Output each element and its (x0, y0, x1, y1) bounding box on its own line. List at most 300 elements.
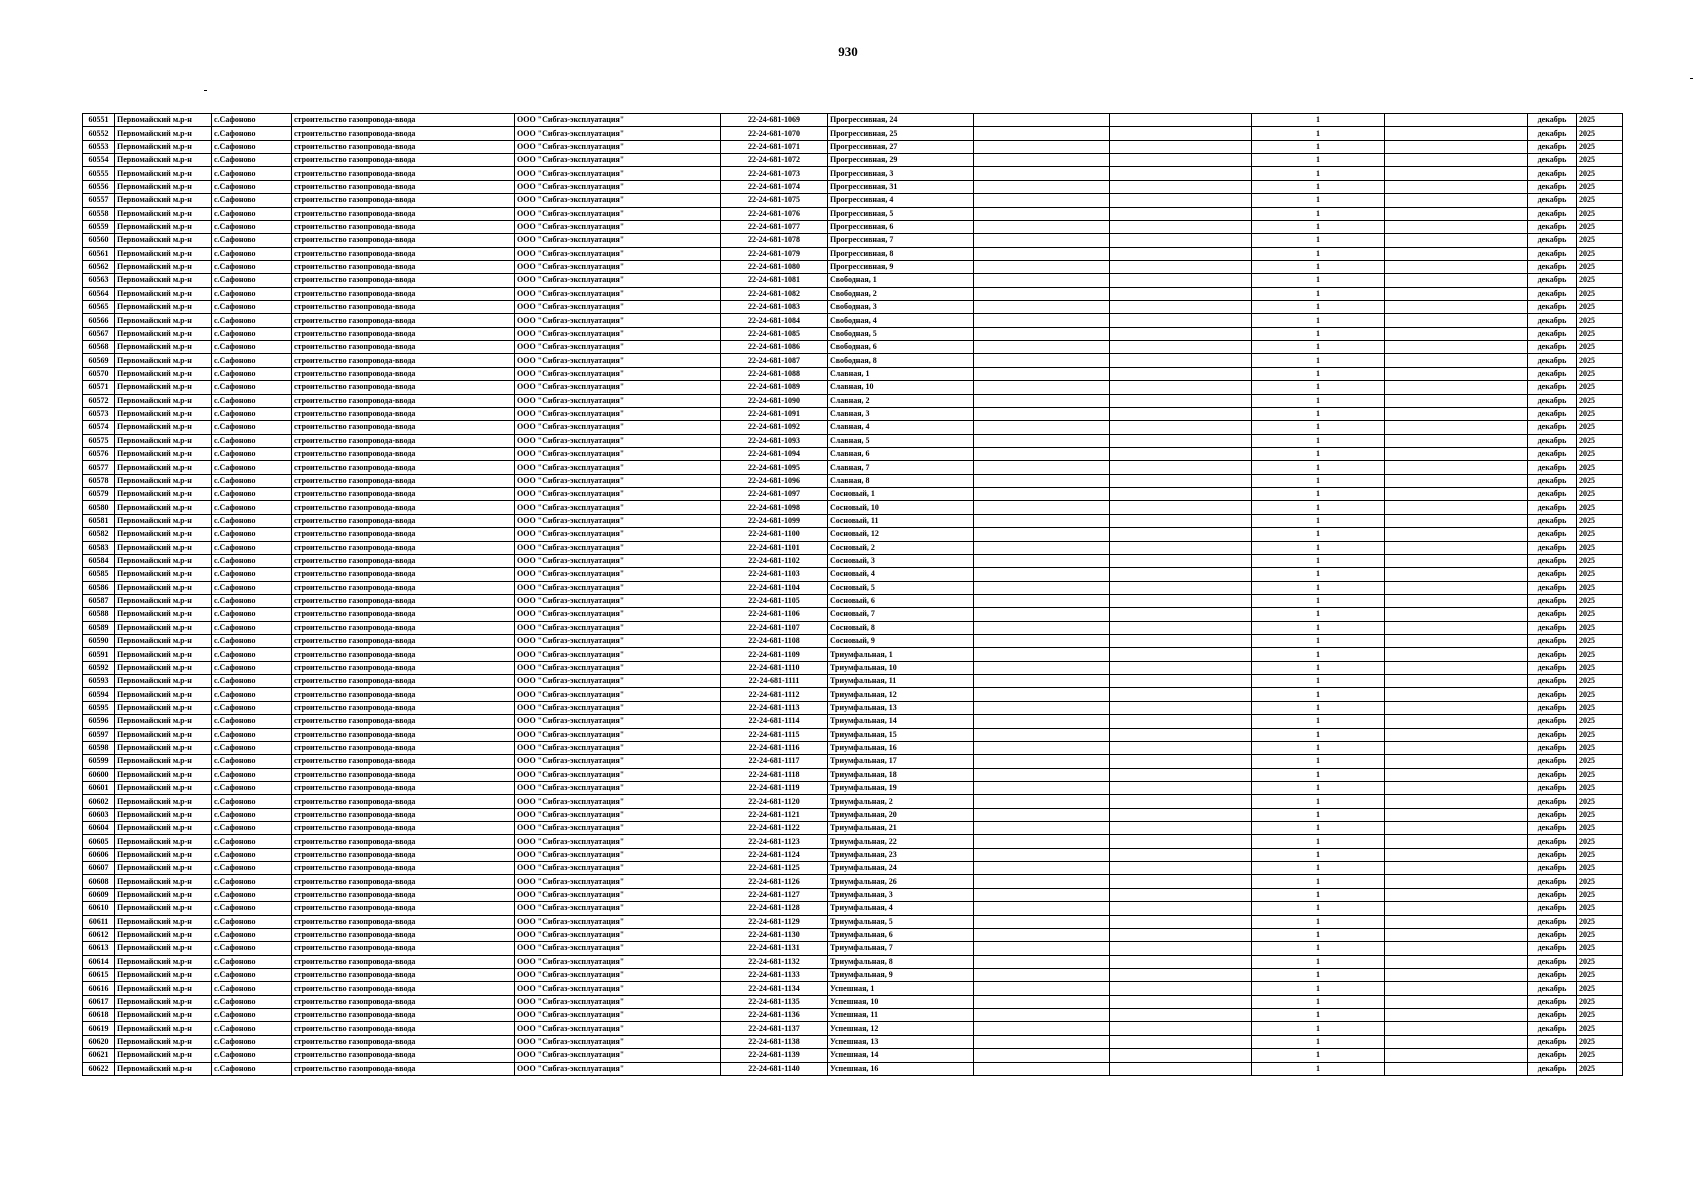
address-cell: Сосновый, 12 (828, 528, 974, 541)
organization-cell: ООО "Сибгаз-эксплуатация" (515, 728, 721, 741)
blank-cell-b (1110, 741, 1252, 754)
code-cell: 22-24-681-1095 (721, 461, 828, 474)
code-cell: 22-24-681-1110 (721, 661, 828, 674)
table-row (83, 114, 1623, 127)
address-cell: Славная, 1 (828, 367, 974, 380)
blank-cell-c (1385, 995, 1528, 1008)
blank-cell-b (1110, 781, 1252, 794)
blank-cell-b (1110, 1009, 1252, 1022)
organization-cell: ООО "Сибгаз-эксплуатация" (515, 768, 721, 781)
address-cell: Славная, 6 (828, 447, 974, 460)
address-cell: Свободная, 2 (828, 287, 974, 300)
blank-cell-a (974, 928, 1110, 941)
blank-cell-b (1110, 581, 1252, 594)
blank-cell-b (1110, 675, 1252, 688)
blank-cell-c (1385, 875, 1528, 888)
month-cell: декабрь (1528, 795, 1577, 808)
blank-cell-a (974, 114, 1110, 127)
blank-cell-c (1385, 1009, 1528, 1022)
blank-cell-a (974, 1035, 1110, 1048)
quantity-cell: 1 (1252, 955, 1385, 968)
month-cell: декабрь (1528, 568, 1577, 581)
blank-cell-a (974, 915, 1110, 928)
quantity-cell: 1 (1252, 314, 1385, 327)
blank-cell-b (1110, 808, 1252, 821)
district-cell: Первомайский м.р-н (115, 594, 212, 607)
month-cell: декабрь (1528, 688, 1577, 701)
blank-cell-a (974, 461, 1110, 474)
district-cell: Первомайский м.р-н (115, 875, 212, 888)
table-row (83, 327, 1623, 340)
blank-cell-c (1385, 808, 1528, 821)
quantity-cell: 1 (1252, 621, 1385, 634)
district-cell: Первомайский м.р-н (115, 928, 212, 941)
organization-cell: ООО "Сибгаз-эксплуатация" (515, 982, 721, 995)
settlement-cell: с.Сафоново (212, 862, 292, 875)
settlement-cell: с.Сафоново (212, 835, 292, 848)
code-cell: 22-24-681-1109 (721, 648, 828, 661)
table-row (83, 942, 1623, 955)
blank-cell-a (974, 154, 1110, 167)
row-number: 60553 (83, 140, 115, 153)
blank-cell-a (974, 995, 1110, 1008)
year-cell: 2025 (1577, 621, 1623, 634)
blank-cell-a (974, 822, 1110, 835)
settlement-cell: с.Сафоново (212, 701, 292, 714)
organization-cell: ООО "Сибгаз-эксплуатация" (515, 274, 721, 287)
settlement-cell: с.Сафоново (212, 234, 292, 247)
row-number: 60596 (83, 715, 115, 728)
row-number: 60563 (83, 274, 115, 287)
blank-cell-a (974, 701, 1110, 714)
table-row (83, 514, 1623, 527)
blank-cell-c (1385, 154, 1528, 167)
district-cell: Первомайский м.р-н (115, 234, 212, 247)
row-number: 60604 (83, 822, 115, 835)
settlement-cell: с.Сафоново (212, 220, 292, 233)
address-cell: Триумфальная, 7 (828, 942, 974, 955)
code-cell: 22-24-681-1113 (721, 701, 828, 714)
blank-cell-a (974, 447, 1110, 460)
address-cell: Сосновый, 5 (828, 581, 974, 594)
year-cell: 2025 (1577, 701, 1623, 714)
blank-cell-a (974, 274, 1110, 287)
quantity-cell: 1 (1252, 755, 1385, 768)
blank-cell-a (974, 488, 1110, 501)
quantity-cell: 1 (1252, 1049, 1385, 1062)
year-cell: 2025 (1577, 488, 1623, 501)
year-cell: 2025 (1577, 808, 1623, 821)
row-number: 60582 (83, 528, 115, 541)
blank-cell-a (974, 327, 1110, 340)
quantity-cell: 1 (1252, 848, 1385, 861)
blank-cell-c (1385, 969, 1528, 982)
year-cell: 2025 (1577, 875, 1623, 888)
blank-cell-c (1385, 848, 1528, 861)
blank-cell-a (974, 741, 1110, 754)
settlement-cell: с.Сафоново (212, 969, 292, 982)
district-cell: Первомайский м.р-н (115, 995, 212, 1008)
district-cell: Первомайский м.р-н (115, 247, 212, 260)
year-cell: 2025 (1577, 741, 1623, 754)
row-number: 60578 (83, 474, 115, 487)
table-row (83, 260, 1623, 273)
work-type-cell: строительство газопровода-ввода (292, 127, 515, 140)
month-cell: декабрь (1528, 1062, 1577, 1075)
blank-cell-c (1385, 554, 1528, 567)
district-cell: Первомайский м.р-н (115, 822, 212, 835)
address-cell: Успешная, 10 (828, 995, 974, 1008)
settlement-cell: с.Сафоново (212, 875, 292, 888)
blank-cell-c (1385, 621, 1528, 634)
work-type-cell: строительство газопровода-ввода (292, 381, 515, 394)
address-cell: Славная, 4 (828, 421, 974, 434)
blank-cell-a (974, 808, 1110, 821)
district-cell: Первомайский м.р-н (115, 314, 212, 327)
table-row (83, 407, 1623, 420)
blank-cell-a (974, 528, 1110, 541)
quantity-cell: 1 (1252, 140, 1385, 153)
row-number: 60575 (83, 434, 115, 447)
month-cell: декабрь (1528, 180, 1577, 193)
table-row (83, 167, 1623, 180)
blank-cell-a (974, 127, 1110, 140)
settlement-cell: с.Сафоново (212, 127, 292, 140)
settlement-cell: с.Сафоново (212, 274, 292, 287)
settlement-cell: с.Сафоново (212, 741, 292, 754)
address-cell: Славная, 10 (828, 381, 974, 394)
quantity-cell: 1 (1252, 661, 1385, 674)
work-type-cell: строительство газопровода-ввода (292, 194, 515, 207)
blank-cell-b (1110, 140, 1252, 153)
row-number: 60594 (83, 688, 115, 701)
code-cell: 22-24-681-1135 (721, 995, 828, 1008)
district-cell: Первомайский м.р-н (115, 1049, 212, 1062)
month-cell: декабрь (1528, 140, 1577, 153)
work-type-cell: строительство газопровода-ввода (292, 995, 515, 1008)
blank-cell-a (974, 301, 1110, 314)
district-cell: Первомайский м.р-н (115, 835, 212, 848)
address-cell: Прогрессивная, 7 (828, 234, 974, 247)
quantity-cell: 1 (1252, 648, 1385, 661)
address-cell: Сосновый, 1 (828, 488, 974, 501)
organization-cell: ООО "Сибгаз-эксплуатация" (515, 381, 721, 394)
month-cell: декабрь (1528, 274, 1577, 287)
row-number: 60613 (83, 942, 115, 955)
settlement-cell: с.Сафоново (212, 755, 292, 768)
blank-cell-b (1110, 554, 1252, 567)
month-cell: декабрь (1528, 875, 1577, 888)
code-cell: 22-24-681-1119 (721, 781, 828, 794)
work-type-cell: строительство газопровода-ввода (292, 928, 515, 941)
row-number: 60611 (83, 915, 115, 928)
district-cell: Первомайский м.р-н (115, 114, 212, 127)
month-cell: декабрь (1528, 608, 1577, 621)
blank-cell-b (1110, 942, 1252, 955)
row-number: 60565 (83, 301, 115, 314)
quantity-cell: 1 (1252, 461, 1385, 474)
quantity-cell: 1 (1252, 207, 1385, 220)
table-row (83, 915, 1623, 928)
table-row (83, 314, 1623, 327)
quantity-cell: 1 (1252, 514, 1385, 527)
address-cell: Сосновый, 7 (828, 608, 974, 621)
code-cell: 22-24-681-1076 (721, 207, 828, 220)
quantity-cell: 1 (1252, 688, 1385, 701)
address-cell: Триумфальная, 21 (828, 822, 974, 835)
blank-cell-c (1385, 354, 1528, 367)
settlement-cell: с.Сафоново (212, 768, 292, 781)
settlement-cell: с.Сафоново (212, 581, 292, 594)
year-cell: 2025 (1577, 1035, 1623, 1048)
code-cell: 22-24-681-1096 (721, 474, 828, 487)
row-number: 60615 (83, 969, 115, 982)
work-type-cell: строительство газопровода-ввода (292, 341, 515, 354)
year-cell: 2025 (1577, 1049, 1623, 1062)
table-row (83, 755, 1623, 768)
blank-cell-b (1110, 835, 1252, 848)
blank-cell-a (974, 608, 1110, 621)
row-number: 60610 (83, 902, 115, 915)
table-row (83, 394, 1623, 407)
year-cell: 2025 (1577, 1022, 1623, 1035)
year-cell: 2025 (1577, 154, 1623, 167)
district-cell: Первомайский м.р-н (115, 367, 212, 380)
address-cell: Триумфальная, 16 (828, 741, 974, 754)
quantity-cell: 1 (1252, 394, 1385, 407)
year-cell: 2025 (1577, 247, 1623, 260)
year-cell: 2025 (1577, 394, 1623, 407)
year-cell: 2025 (1577, 127, 1623, 140)
blank-cell-c (1385, 715, 1528, 728)
blank-cell-b (1110, 1035, 1252, 1048)
code-cell: 22-24-681-1115 (721, 728, 828, 741)
year-cell: 2025 (1577, 635, 1623, 648)
blank-cell-b (1110, 167, 1252, 180)
blank-cell-b (1110, 327, 1252, 340)
quantity-cell: 1 (1252, 501, 1385, 514)
blank-cell-b (1110, 822, 1252, 835)
month-cell: декабрь (1528, 514, 1577, 527)
settlement-cell: с.Сафоново (212, 434, 292, 447)
blank-cell-a (974, 728, 1110, 741)
blank-cell-b (1110, 995, 1252, 1008)
quantity-cell: 1 (1252, 407, 1385, 420)
year-cell: 2025 (1577, 260, 1623, 273)
organization-cell: ООО "Сибгаз-эксплуатация" (515, 194, 721, 207)
month-cell: декабрь (1528, 915, 1577, 928)
address-cell: Прогрессивная, 4 (828, 194, 974, 207)
blank-cell-b (1110, 447, 1252, 460)
blank-cell-b (1110, 635, 1252, 648)
row-number: 60602 (83, 795, 115, 808)
address-cell: Сосновый, 3 (828, 554, 974, 567)
blank-cell-c (1385, 1062, 1528, 1075)
organization-cell: ООО "Сибгаз-эксплуатация" (515, 915, 721, 928)
blank-cell-b (1110, 621, 1252, 634)
table-row (83, 234, 1623, 247)
blank-cell-b (1110, 1049, 1252, 1062)
blank-cell-a (974, 982, 1110, 995)
blank-cell-a (974, 781, 1110, 794)
settlement-cell: с.Сафоново (212, 194, 292, 207)
organization-cell: ООО "Сибгаз-эксплуатация" (515, 207, 721, 220)
district-cell: Первомайский м.р-н (115, 434, 212, 447)
work-type-cell: строительство газопровода-ввода (292, 474, 515, 487)
blank-cell-c (1385, 287, 1528, 300)
blank-cell-c (1385, 514, 1528, 527)
work-type-cell: строительство газопровода-ввода (292, 140, 515, 153)
blank-cell-c (1385, 888, 1528, 901)
blank-cell-a (974, 795, 1110, 808)
address-cell: Триумфальная, 3 (828, 888, 974, 901)
year-cell: 2025 (1577, 795, 1623, 808)
code-cell: 22-24-681-1094 (721, 447, 828, 460)
table-row (83, 274, 1623, 287)
blank-cell-a (974, 354, 1110, 367)
district-cell: Первомайский м.р-н (115, 675, 212, 688)
month-cell: декабрь (1528, 675, 1577, 688)
settlement-cell: с.Сафоново (212, 568, 292, 581)
settlement-cell: с.Сафоново (212, 488, 292, 501)
blank-cell-c (1385, 461, 1528, 474)
blank-cell-c (1385, 594, 1528, 607)
row-number: 60591 (83, 648, 115, 661)
quantity-cell: 1 (1252, 327, 1385, 340)
address-cell: Сосновый, 11 (828, 514, 974, 527)
work-type-cell: строительство газопровода-ввода (292, 207, 515, 220)
month-cell: декабрь (1528, 848, 1577, 861)
year-cell: 2025 (1577, 234, 1623, 247)
code-cell: 22-24-681-1106 (721, 608, 828, 621)
table-row (83, 701, 1623, 714)
work-type-cell: строительство газопровода-ввода (292, 314, 515, 327)
blank-cell-b (1110, 461, 1252, 474)
year-cell: 2025 (1577, 728, 1623, 741)
blank-cell-c (1385, 501, 1528, 514)
blank-cell-b (1110, 194, 1252, 207)
blank-cell-a (974, 848, 1110, 861)
month-cell: декабрь (1528, 768, 1577, 781)
quantity-cell: 1 (1252, 995, 1385, 1008)
table-row (83, 902, 1623, 915)
settlement-cell: с.Сафоново (212, 1009, 292, 1022)
blank-cell-a (974, 1049, 1110, 1062)
code-cell: 22-24-681-1122 (721, 822, 828, 835)
quantity-cell: 1 (1252, 287, 1385, 300)
code-cell: 22-24-681-1117 (721, 755, 828, 768)
table-row (83, 675, 1623, 688)
address-cell: Триумфальная, 18 (828, 768, 974, 781)
scan-mark (204, 90, 207, 91)
work-type-cell: строительство газопровода-ввода (292, 835, 515, 848)
quantity-cell: 1 (1252, 114, 1385, 127)
work-type-cell: строительство газопровода-ввода (292, 608, 515, 621)
row-number: 60568 (83, 341, 115, 354)
month-cell: декабрь (1528, 888, 1577, 901)
code-cell: 22-24-681-1108 (721, 635, 828, 648)
table-row (83, 822, 1623, 835)
district-cell: Первомайский м.р-н (115, 1062, 212, 1075)
blank-cell-c (1385, 835, 1528, 848)
district-cell: Первомайский м.р-н (115, 1009, 212, 1022)
blank-cell-b (1110, 274, 1252, 287)
blank-cell-b (1110, 688, 1252, 701)
settlement-cell: с.Сафоново (212, 608, 292, 621)
month-cell: декабрь (1528, 327, 1577, 340)
table-row (83, 301, 1623, 314)
settlement-cell: с.Сафоново (212, 848, 292, 861)
address-cell: Триумфальная, 1 (828, 648, 974, 661)
row-number: 60579 (83, 488, 115, 501)
year-cell: 2025 (1577, 207, 1623, 220)
month-cell: декабрь (1528, 167, 1577, 180)
settlement-cell: с.Сафоново (212, 635, 292, 648)
year-cell: 2025 (1577, 688, 1623, 701)
settlement-cell: с.Сафоново (212, 407, 292, 420)
work-type-cell: строительство газопровода-ввода (292, 982, 515, 995)
blank-cell-a (974, 942, 1110, 955)
table-row (83, 127, 1623, 140)
month-cell: декабрь (1528, 955, 1577, 968)
quantity-cell: 1 (1252, 528, 1385, 541)
year-cell: 2025 (1577, 581, 1623, 594)
month-cell: декабрь (1528, 822, 1577, 835)
organization-cell: ООО "Сибгаз-эксплуатация" (515, 461, 721, 474)
blank-cell-a (974, 220, 1110, 233)
address-cell: Триумфальная, 9 (828, 969, 974, 982)
month-cell: декабрь (1528, 287, 1577, 300)
organization-cell: ООО "Сибгаз-эксплуатация" (515, 808, 721, 821)
settlement-cell: с.Сафоново (212, 942, 292, 955)
address-cell: Успешная, 12 (828, 1022, 974, 1035)
district-cell: Первомайский м.р-н (115, 621, 212, 634)
blank-cell-a (974, 862, 1110, 875)
code-cell: 22-24-681-1099 (721, 514, 828, 527)
district-cell: Первомайский м.р-н (115, 715, 212, 728)
work-type-cell: строительство газопровода-ввода (292, 354, 515, 367)
table-row (83, 367, 1623, 380)
code-cell: 22-24-681-1098 (721, 501, 828, 514)
work-type-cell: строительство газопровода-ввода (292, 581, 515, 594)
organization-cell: ООО "Сибгаз-эксплуатация" (515, 995, 721, 1008)
table-row (83, 862, 1623, 875)
blank-cell-a (974, 180, 1110, 193)
blank-cell-c (1385, 474, 1528, 487)
month-cell: декабрь (1528, 528, 1577, 541)
code-cell: 22-24-681-1072 (721, 154, 828, 167)
month-cell: декабрь (1528, 701, 1577, 714)
blank-cell-c (1385, 528, 1528, 541)
work-type-cell: строительство газопровода-ввода (292, 327, 515, 340)
work-type-cell: строительство газопровода-ввода (292, 741, 515, 754)
blank-cell-c (1385, 795, 1528, 808)
quantity-cell: 1 (1252, 1009, 1385, 1022)
year-cell: 2025 (1577, 848, 1623, 861)
code-cell: 22-24-681-1083 (721, 301, 828, 314)
address-cell: Триумфальная, 6 (828, 928, 974, 941)
table-row (83, 220, 1623, 233)
address-cell: Сосновый, 4 (828, 568, 974, 581)
month-cell: декабрь (1528, 367, 1577, 380)
table-row (83, 1049, 1623, 1062)
year-cell: 2025 (1577, 434, 1623, 447)
address-cell: Прогрессивная, 27 (828, 140, 974, 153)
year-cell: 2025 (1577, 648, 1623, 661)
work-type-cell: строительство газопровода-ввода (292, 675, 515, 688)
organization-cell: ООО "Сибгаз-эксплуатация" (515, 220, 721, 233)
organization-cell: ООО "Сибгаз-эксплуатация" (515, 367, 721, 380)
